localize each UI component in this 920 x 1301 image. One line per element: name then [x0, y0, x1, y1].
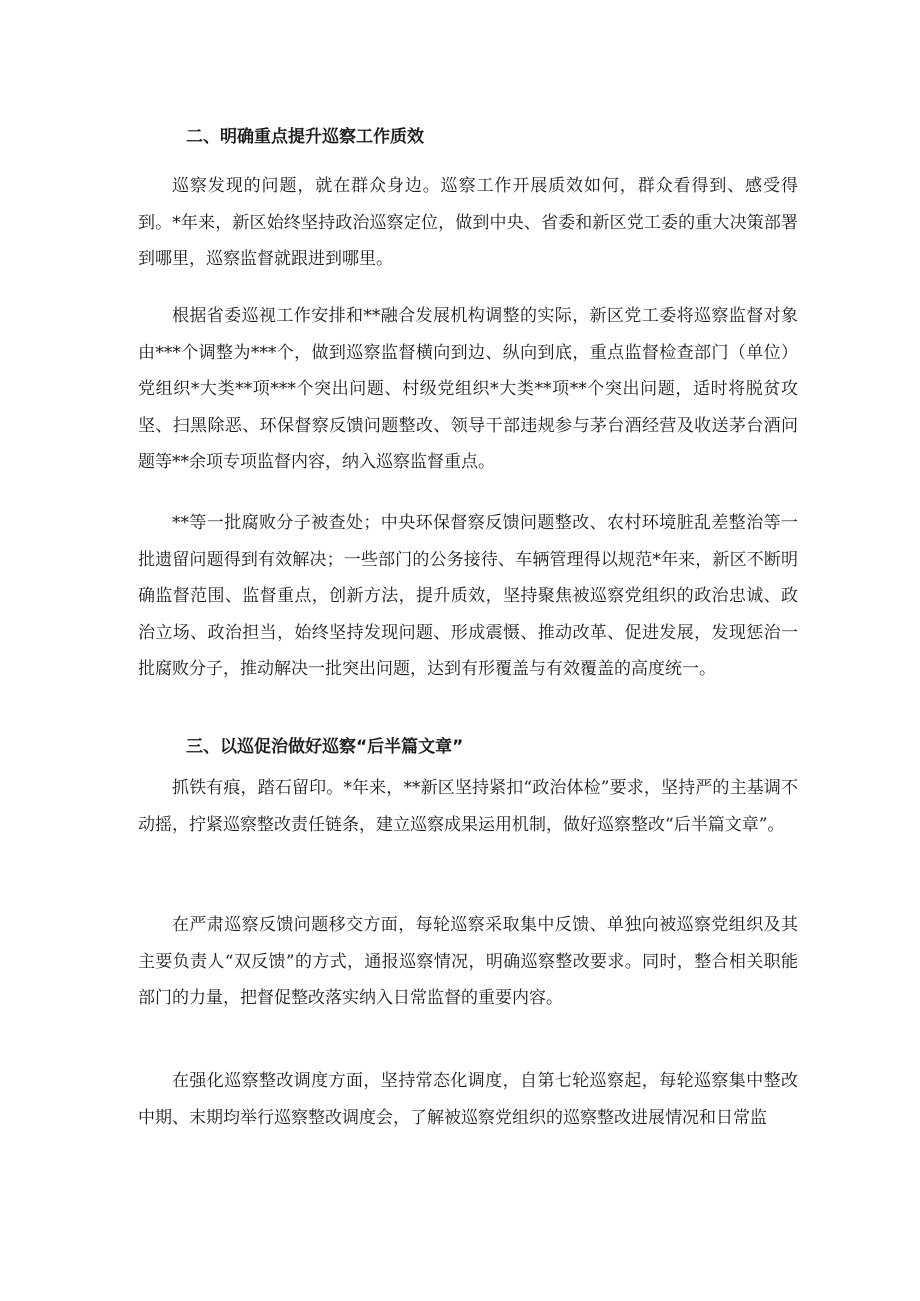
paragraph: 根据省委巡视工作安排和**融合发展机构调整的实际，新区党工委将巡察监督对象由***个调整为***个，做到巡察监督横向到边、纵向到底，重点监督检查部门（单位）党组织*大类**项***个突出问题、村级党组织*大类**项**个突出问题，适时将脱贫攻坚、扫黑除恶、环保督察反馈问题整改、领导干部违规参与茅台酒经营及收送茅台酒问题等**余项专项监督内容，纳入巡察监督重点。	[138, 306, 798, 472]
section-heading-2: 二、明确重点提升巡察工作质效	[186, 127, 424, 147]
paragraph: 在严肃巡察反馈问题移交方面，每轮巡察采取集中反馈、单独向被巡察党组织及其主要负责人“双反馈”的方式，通报巡察情况，明确巡察整改要求。同时，整合相关职能部门的力量，把督促整改落实纳入日常监督的重要内容。	[138, 915, 798, 1008]
paragraph: 巡察发现的问题，就在群众身边。巡察工作开展质效如何，群众看得到、感受得到。*年来，新区始终坚持政治巡察定位，做到中央、省委和新区党工委的重大决策部署到哪里，巡察监督就跟进到哪里。	[138, 176, 798, 269]
section-heading-3: 三、以巡促治做好巡察“后半篇文章”	[186, 737, 464, 757]
paragraph: 在强化巡察整改调度方面，坚持常态化调度，自第七轮巡察起，每轮巡察集中整改中期、末期均举行巡察整改调度会，了解被巡察党组织的巡察整改进展情况和日常监	[138, 1071, 798, 1128]
paragraph: 抓铁有痕，踏石留印。*年来，**新区坚持紧扣“政治体检”要求，坚持严的主基调不动摇，拧紧巡察整改责任链条，建立巡察成果运用机制，做好巡察整改“后半篇文章”。	[138, 778, 798, 835]
paragraph: **等一批腐败分子被查处；中央环保督察反馈问题整改、农村环境脏乱差整治等一批遗留问题得到有效解决；一些部门的公务接待、车辆管理得以规范*年来，新区不断明确监督范围、监督重点，创新方法，提升质效，坚持聚焦被巡察党组织的政治忠诚、政治立场、政治担当，始终坚持发现问题、形成震慑、推动改革、促进发展，发现惩治一批腐败分子，推动解决一批突出问题，达到有形覆盖与有效覆盖的高度统一。	[138, 513, 798, 679]
